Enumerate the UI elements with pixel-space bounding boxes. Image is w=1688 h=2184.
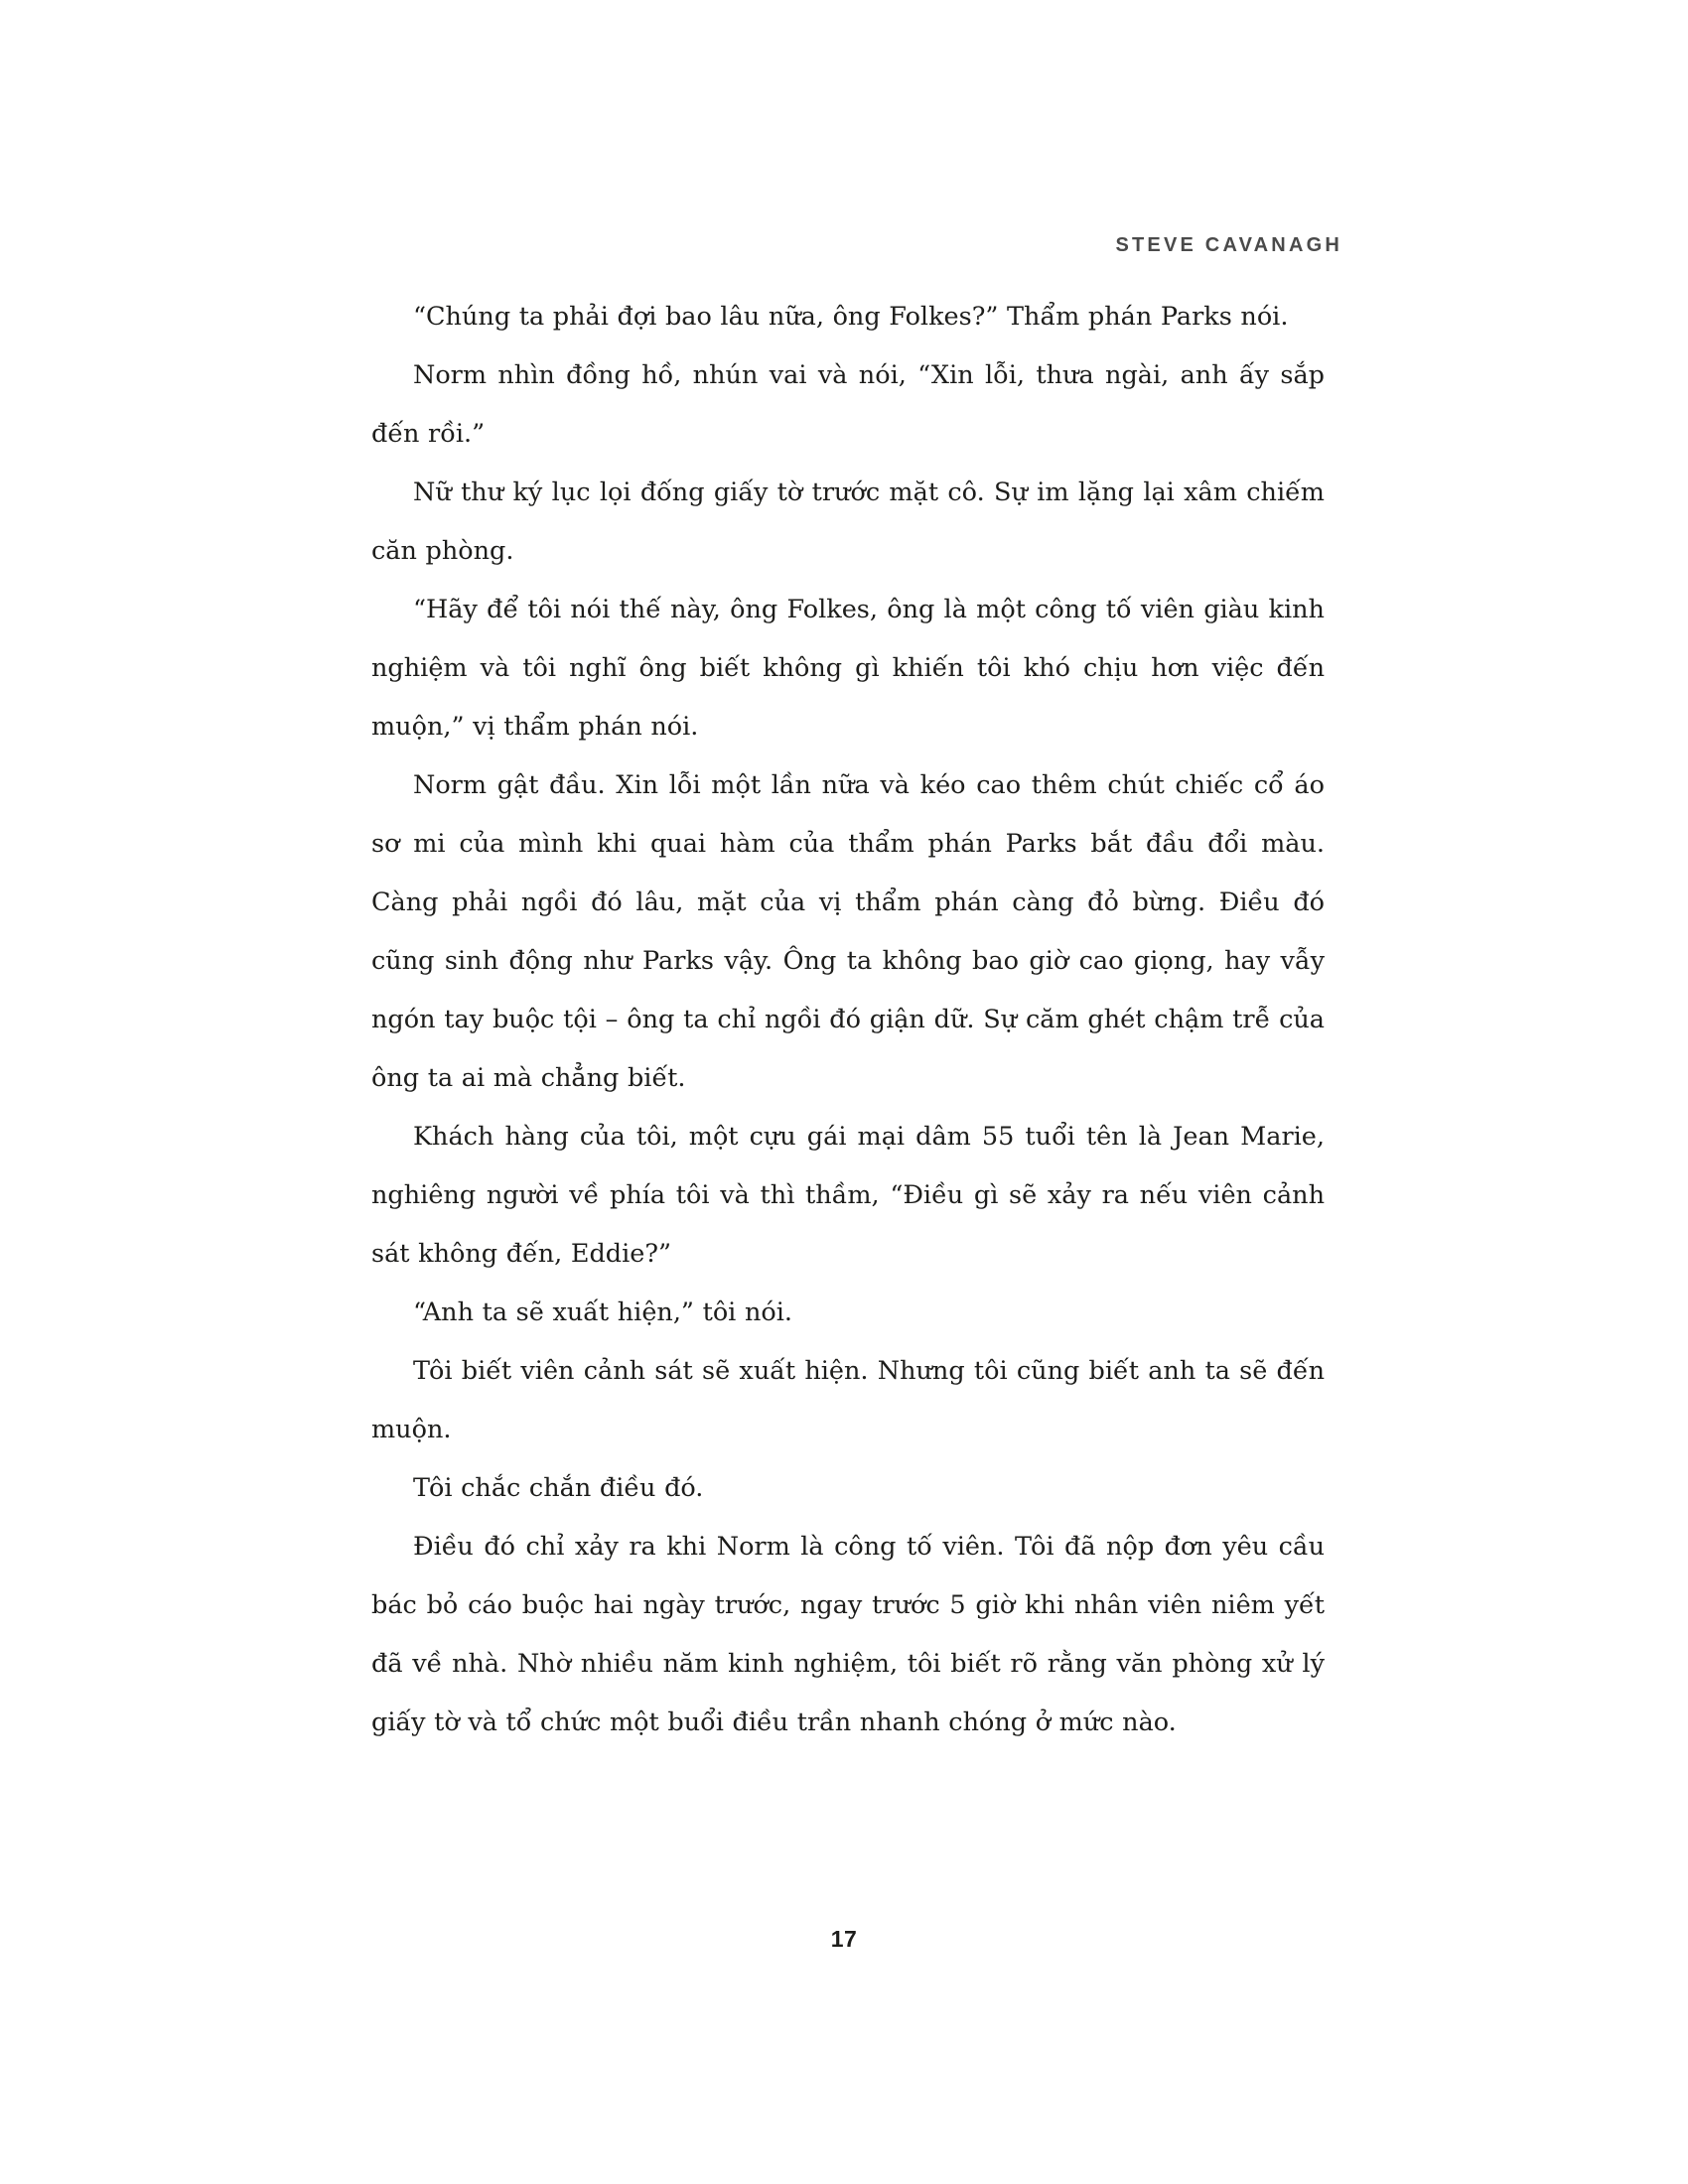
- paragraph: “Anh ta sẽ xuất hiện,” tôi nói.: [413, 1297, 792, 1327]
- paragraph: Khách hàng của tôi, một cựu gái mại dâm 55 tuổi tên là Jean Marie, nghiêng người về phía tôi và thì thầm, “Điều gì sẽ xảy ra nếu viên cảnh sát không đến, Eddie?”: [371, 1122, 1325, 1269]
- paragraph: Tôi chắc chắn điều đó.: [413, 1473, 704, 1503]
- paragraph: Nữ thư ký lục lọi đống giấy tờ trước mặt cô. Sự im lặng lại xâm chiếm căn phòng.: [371, 478, 1325, 566]
- paragraph: “Hãy để tôi nói thế này, ông Folkes, ông là một công tố viên giàu kinh nghiệm và tôi nghĩ ông biết không gì khiến tôi khó chịu hơn việc đến muộn,” vị thẩm phán nói.: [371, 595, 1325, 742]
- paragraph: Norm gật đầu. Xin lỗi một lần nữa và kéo cao thêm chút chiếc cổ áo sơ mi của mình khi quai hàm của thẩm phán Parks bắt đầu đổi màu. Càng phải ngồi đó lâu, mặt của vị thẩm phán càng đỏ bừng. Điều đó cũng sinh động như Parks vậy. Ông ta không bao giờ cao giọng, hay vẫy ngón tay buộc tội – ông ta chỉ ngồi đó giận dữ. Sự căm ghét chậm trễ của ông ta ai mà chẳng biết.: [371, 770, 1325, 1093]
- paragraph: Tôi biết viên cảnh sát sẽ xuất hiện. Nhưng tôi cũng biết anh ta sẽ đến muộn.: [371, 1356, 1325, 1444]
- page-number: 17: [830, 1926, 858, 1952]
- running-head-author: STEVE CAVANAGH: [1115, 234, 1342, 256]
- body-text-block: [371, 288, 1325, 1752]
- paragraph: Norm nhìn đồng hồ, nhún vai và nói, “Xin lỗi, thưa ngài, anh ấy sắp đến rồi.”: [371, 360, 1325, 449]
- paragraph: Điều đó chỉ xảy ra khi Norm là công tố viên. Tôi đã nộp đơn yêu cầu bác bỏ cáo buộc hai ngày trước, ngay trước 5 giờ khi nhân viên niêm yết đã về nhà. Nhờ nhiều năm kinh nghiệm, tôi biết rõ rằng văn phòng xử lý giấy tờ và tổ chức một buổi điều trần nhanh chóng ở mức nào.: [371, 1532, 1325, 1737]
- paragraph: “Chúng ta phải đợi bao lâu nữa, ông Folkes?” Thẩm phán Parks nói.: [413, 302, 1289, 332]
